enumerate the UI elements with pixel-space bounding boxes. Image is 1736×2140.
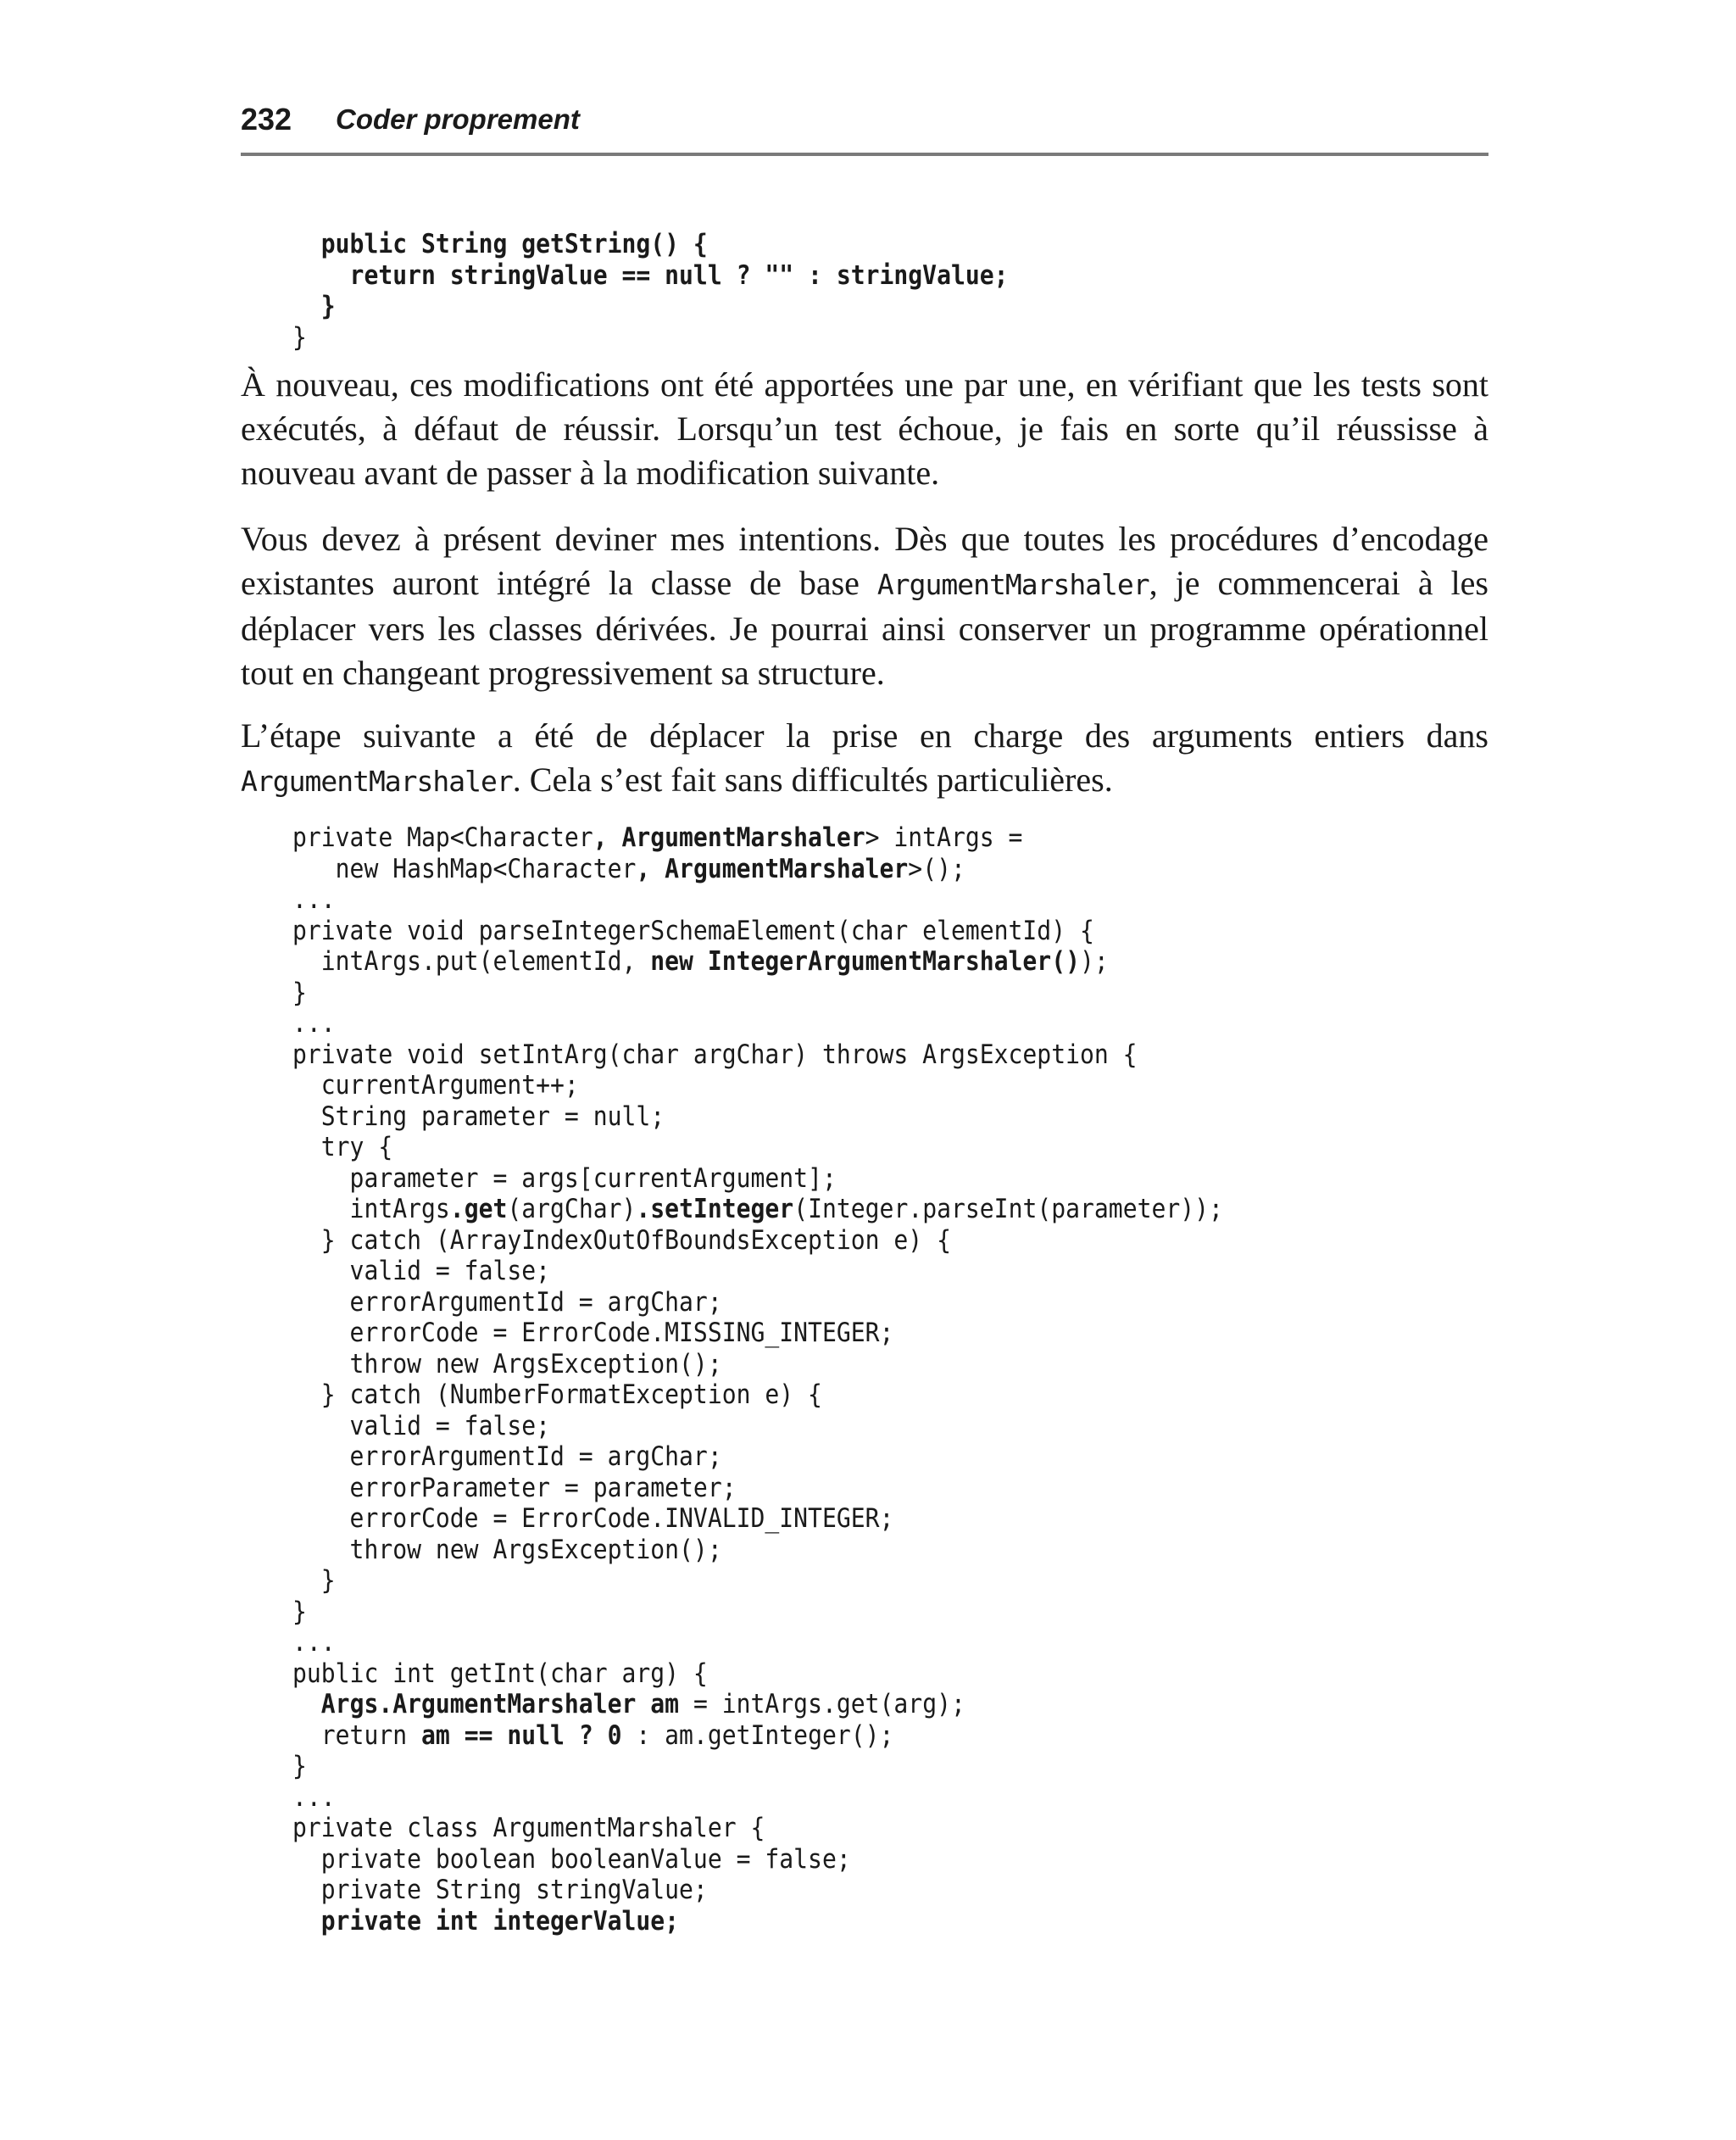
code-line: }: [292, 291, 336, 321]
code-segment: intArgs: [292, 1194, 450, 1224]
code-line: private void parseIntegerSchemaElement(char elementId) {: [292, 915, 1094, 946]
code-line: throw new ArgsException();: [292, 1534, 722, 1565]
code-line: ...: [292, 1781, 336, 1813]
code-segment: >();: [908, 853, 965, 884]
code-line: }: [292, 1596, 307, 1627]
code-segment-bold: .setInteger: [636, 1194, 794, 1224]
code-line: private void setIntArg(char argChar) throws ArgsException {: [292, 1039, 1138, 1070]
code-segment-bold: Args.ArgumentMarshaler am: [320, 1689, 680, 1719]
code-line: valid = false;: [292, 1256, 551, 1286]
code-block-intargs: [292, 822, 1223, 1937]
code-segment: return: [292, 1719, 422, 1751]
code-line: throw new ArgsException();: [292, 1348, 722, 1379]
code-line: ...: [292, 1008, 336, 1039]
inline-code: ArgumentMarshaler: [876, 568, 1149, 601]
code-line: parameter = args[currentArgument];: [292, 1162, 837, 1194]
paragraph-text: L’étape suivante a été de déplacer la prise en charge des arguments entiers dans: [241, 716, 1488, 755]
running-title: Coder proprement: [336, 103, 580, 135]
code-line: errorArgumentId = argChar;: [292, 1441, 722, 1472]
code-line: errorCode = ErrorCode.INVALID_INTEGER;: [292, 1503, 894, 1534]
code-line: } catch (ArrayIndexOutOfBoundsException e) {: [292, 1224, 951, 1256]
code-segment: [292, 1689, 321, 1719]
code-segment: = intArgs.get(arg);: [679, 1689, 965, 1719]
code-segment-bold: new IntegerArgumentMarshaler(): [650, 946, 1080, 977]
code-segment-bold: .get: [449, 1194, 508, 1224]
paragraph-2: [241, 517, 1488, 695]
code-line: } catch (NumberFormatException e) {: [292, 1379, 822, 1410]
code-line: private String stringValue;: [292, 1875, 708, 1905]
code-line: }: [292, 1751, 307, 1781]
code-segment: (argChar): [507, 1194, 637, 1224]
code-segment: new HashMap<Character: [292, 853, 637, 884]
paragraph-3: [241, 714, 1488, 804]
code-segment-bold: private int integerValue;: [320, 1905, 680, 1937]
code-segment: intArgs.put(elementId,: [292, 946, 651, 977]
code-block-getstring: [292, 229, 1009, 353]
code-segment: (Integer.parseInt(parameter));: [793, 1194, 1223, 1224]
code-line: ...: [292, 884, 336, 915]
page-number: 232: [241, 102, 292, 137]
code-line: return stringValue == null ? "" : stringValue;: [292, 259, 1009, 291]
code-segment: > intArgs =: [865, 822, 1023, 853]
code-line: errorParameter = parameter;: [292, 1472, 737, 1503]
code-line: currentArgument++;: [292, 1070, 579, 1101]
code-line: }: [292, 321, 307, 353]
paragraph-text: Vous devez à présent deviner mes intentions. Dès que toutes les procédures d’encodage existantes auront intégré la classe de base: [241, 520, 1488, 602]
code-line: try {: [292, 1132, 393, 1162]
code-line: public String getString() {: [292, 229, 708, 259]
code-line: }: [292, 1565, 336, 1596]
code-line: private boolean booleanValue = false;: [292, 1843, 851, 1875]
code-line: errorCode = ErrorCode.MISSING_INTEGER;: [292, 1318, 894, 1348]
paragraph-text: . Cela s’est fait sans difficultés particulières.: [512, 761, 1113, 799]
code-line: public int getInt(char arg) {: [292, 1658, 708, 1689]
code-segment: );: [1079, 946, 1109, 977]
code-segment-bold: , ArgumentMarshaler: [593, 822, 865, 853]
code-line: private class ArgumentMarshaler {: [292, 1813, 765, 1843]
code-line: ...: [292, 1627, 336, 1658]
code-segment: : am.getInteger();: [621, 1719, 894, 1751]
code-line: errorArgumentId = argChar;: [292, 1286, 722, 1318]
code-segment: [292, 1906, 321, 1937]
paragraph-1: À nouveau, ces modifications ont été apportées une par une, en vérifiant que les tests sont exécutés, à défaut de réussir. Lorsqu’un test échoue, je fais en sorte qu’il réussisse à nouveau avant de passer à la modification suivante.: [241, 365, 1488, 492]
paragraph-text: , je commencerai à les déplacer vers les classes dérivées. Je pourrai ainsi conserver un programme opérationnel tout en changeant progressivement sa structure.: [241, 564, 1488, 692]
code-line: }: [292, 977, 307, 1008]
code-segment: private Map<Character: [292, 822, 593, 853]
page-header: [241, 100, 1488, 156]
code-line: String parameter = null;: [292, 1101, 665, 1132]
code-segment-bold: am == null ? 0: [421, 1719, 622, 1751]
code-segment-bold: , ArgumentMarshaler: [636, 853, 909, 884]
code-line: valid = false;: [292, 1410, 551, 1441]
inline-code: ArgumentMarshaler: [241, 765, 513, 798]
